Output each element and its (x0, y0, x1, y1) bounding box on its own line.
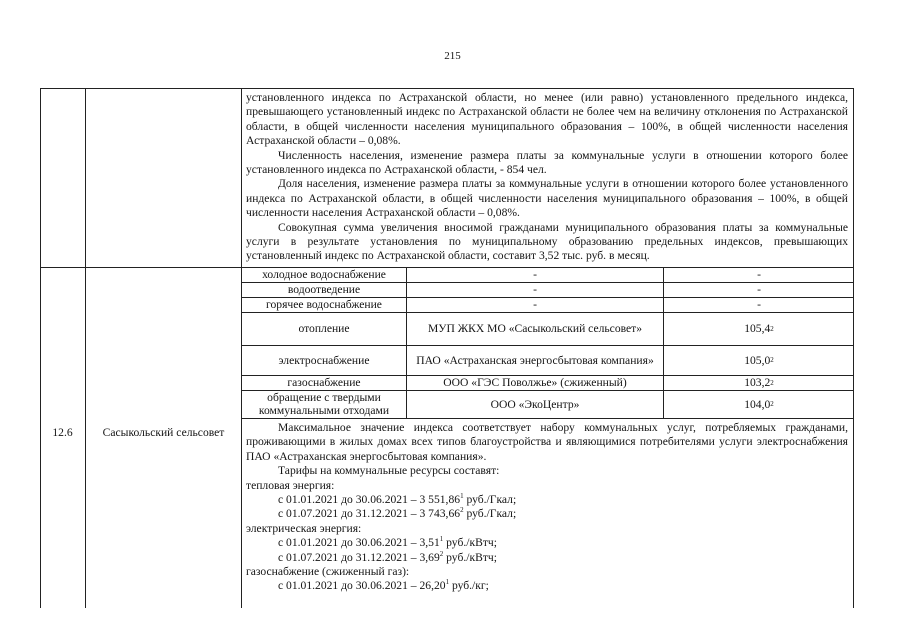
utility-service: обращение с твердыми коммунальными отходами (258, 391, 390, 417)
utility-service: электроснабжение (278, 353, 370, 367)
utility-index: - (757, 283, 761, 296)
paragraph: Максимальное значение индекса соответствует набору коммунальных услуг, потребляемых гражданами, проживающими в жилых домах всех типов благоустройства и являющимися потребителями услуги электроснабжения ПАО «Астраханская энергосбытовая компания». (246, 421, 848, 463)
utility-index: 105,0 2 (744, 353, 774, 367)
tariff-line: с 01.01.2021 до 30.06.2021 – 3 551,86$^1$ руб./Гкал; (278, 492, 517, 507)
electricity-label: электрическая энергия: (246, 521, 362, 535)
utility-service: холодное водоснабжение (262, 268, 386, 281)
row-number: 12.6 (52, 426, 73, 439)
tariffs-intro: Тарифы на коммунальные ресурсы составят: (278, 464, 500, 478)
utility-index: 103,2 2 (744, 376, 774, 389)
utility-service: горячее водоснабжение (266, 298, 382, 311)
gas-label: газоснабжение (сжиженный газ): (246, 565, 410, 579)
utility-provider: ООО «ГЭС Поволжье» (сжиженный) (443, 376, 627, 389)
paragraph: Численность населения, изменение размера платы за коммунальные услуги в отношении которого более установленного индекса по Астраханской области, - 854 чел. (246, 148, 848, 177)
bottom-text-block (246, 421, 848, 594)
utility-provider: ООО «ЭкоЦентр» (490, 397, 580, 411)
utility-service: отопление (298, 322, 350, 335)
utility-provider: - (533, 298, 537, 311)
page-number: 215 (444, 50, 461, 62)
utility-index: - (757, 268, 761, 281)
utility-service: водоотведение (287, 283, 361, 296)
column-divider (85, 88, 86, 608)
paragraph: Совокупная сумма увеличения вносимой гражданами муниципального образования платы за коммунальные услуги в результате установления по муниципальному образованию предельных индексов, превышающих установленный индекс по Астраханской области, составит 3,52 тыс. руб. в месяц. (246, 220, 848, 263)
utility-index: 105,4 2 (744, 322, 774, 335)
heat-label: тепловая энергия: (246, 478, 335, 492)
utility-service: газоснабжение (287, 376, 361, 389)
tariff-line: с 01.07.2021 до 31.12.2021 – 3,69$^2$ руб./кВтч; (278, 549, 497, 564)
tariff-line: с 01.01.2021 до 30.06.2021 – 3,51$^1$ руб./кВтч; (278, 535, 497, 550)
paragraph: установленного индекса по Астраханской области, но менее (или равно) установленного предельного индекса, превышающего установленный индекс по Астраханской области не более чем на величину отклонения по Астраханской области, в общей численности населения муниципального образования – 100%, в общей численности населения Астраханской области – 0,08%. (246, 91, 848, 148)
utility-index: 104,0 2 (744, 397, 774, 411)
utility-index: - (757, 298, 761, 311)
utility-provider: - (533, 268, 537, 281)
municipality-name: Сасыкольский сельсовет (102, 426, 225, 439)
tariff-line: с 01.01.2021 до 30.06.2021 – 26,20$^1$ руб./кг; (278, 578, 489, 593)
top-text-block (246, 91, 848, 264)
subtable-row-line (241, 418, 854, 419)
utility-provider: ПАО «Астраханская энергосбытовая компания» (416, 353, 654, 367)
utility-provider: - (533, 283, 537, 296)
paragraph: Доля населения, изменение размера платы за коммунальные услуги в отношении которого более установленного индекса по Астраханской области, в общей численности населения муниципального образования – 100%, в общей численности населения Астраханской области – 0,08%. (246, 177, 848, 220)
utility-provider: МУП ЖКХ МО «Сасыкольский сельсовет» (427, 322, 643, 335)
tariff-line: с 01.07.2021 до 31.12.2021 – 3 743,66$^2$ руб./Гкал; (278, 506, 517, 521)
